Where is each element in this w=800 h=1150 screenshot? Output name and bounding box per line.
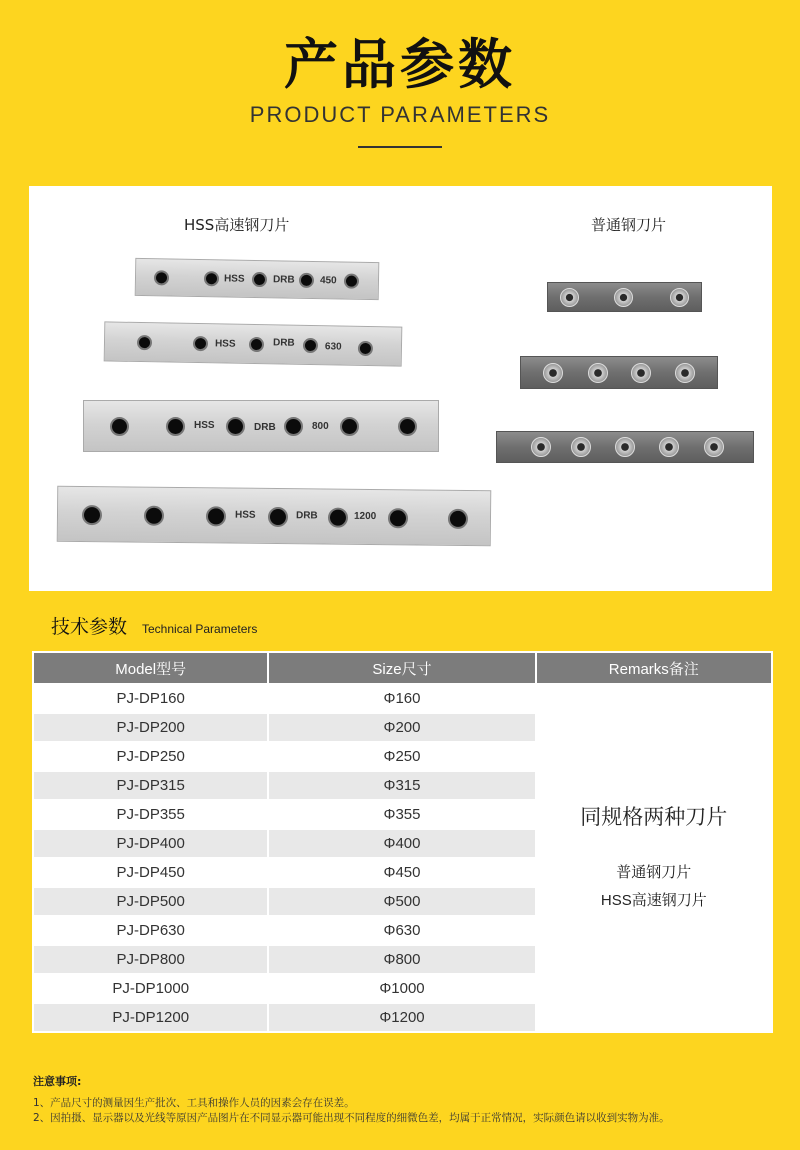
model-cell: PJ-DP160	[33, 684, 268, 713]
blade-hole	[268, 507, 288, 527]
blade-hole	[398, 417, 417, 436]
blade-hole	[204, 271, 219, 286]
blade-hole	[631, 363, 651, 383]
size-cell: Φ630	[268, 916, 535, 945]
blade-mark-hss: HSS	[214, 338, 236, 350]
blade-mark-hss: HSS	[194, 420, 215, 431]
model-cell: PJ-DP400	[33, 829, 268, 858]
size-cell: Φ450	[268, 858, 535, 887]
model-cell: PJ-DP1200	[33, 1003, 268, 1032]
blade-mark-size: 630	[324, 341, 342, 353]
hss-blade-630	[104, 321, 403, 366]
remarks-main: 同规格两种刀片	[580, 806, 728, 829]
model-cell: PJ-DP800	[33, 945, 268, 974]
model-cell: PJ-DP250	[33, 742, 268, 771]
model-cell: PJ-DP630	[33, 916, 268, 945]
blade-hole	[328, 508, 348, 528]
hss-blade-caption: HSS高速钢刀片	[184, 216, 290, 234]
remarks-line-normal: 普通钢刀片	[616, 864, 692, 881]
model-cell: PJ-DP500	[33, 887, 268, 916]
blade-hole	[110, 417, 129, 436]
size-cell: Φ355	[268, 800, 535, 829]
normal-blade-large	[496, 431, 754, 463]
model-cell: PJ-DP200	[33, 713, 268, 742]
blade-hole	[166, 417, 185, 436]
note-item: 2、因拍摄、显示器以及光线等原因产品图片在不同显示器可能出现不同程度的细微色差，均属于正常情况，实际颜色请以收到实物为准。	[33, 1112, 670, 1124]
product-photo-panel	[29, 186, 772, 591]
blade-hole	[358, 341, 373, 356]
blade-hole	[388, 508, 408, 528]
header-model: Model型号	[33, 652, 268, 684]
blade-mark-drb: DRB	[295, 510, 318, 522]
normal-blade-caption: 普通钢刀片	[591, 216, 667, 234]
blade-mark-size: 450	[319, 275, 337, 287]
blade-hole	[154, 270, 169, 285]
blade-hole	[448, 509, 468, 529]
blade-mark-drb: DRB	[272, 274, 295, 286]
blade-mark-drb: DRB	[254, 422, 276, 433]
table-header-row	[33, 652, 772, 684]
blade-hole	[704, 437, 724, 457]
tech-params-title: 技术参数	[51, 616, 128, 638]
model-cell: PJ-DP315	[33, 771, 268, 800]
size-cell: Φ1000	[268, 974, 535, 1003]
table-row	[33, 684, 772, 713]
blade-hole	[659, 437, 679, 457]
params-table	[32, 651, 773, 1033]
blade-hole	[82, 505, 102, 525]
blade-hole	[249, 337, 264, 352]
blade-hole	[193, 336, 208, 351]
size-cell: Φ200	[268, 713, 535, 742]
normal-blade-small	[547, 282, 702, 312]
blade-mark-size: 800	[312, 421, 329, 432]
page-title: 产品参数	[284, 33, 516, 96]
page-subtitle: PRODUCT PARAMETERS	[249, 102, 551, 127]
blade-hole	[615, 437, 635, 457]
blade-hole	[614, 288, 633, 307]
model-cell: PJ-DP1000	[33, 974, 268, 1003]
blade-hole	[284, 417, 303, 436]
note-item: 1、产品尺寸的测量因生产批次、工具和操作人员的因素会存在误差。	[33, 1097, 355, 1109]
blade-hole	[144, 506, 164, 526]
model-cell: PJ-DP355	[33, 800, 268, 829]
blade-mark-hss: HSS	[234, 509, 256, 521]
blade-hole	[252, 272, 267, 287]
blade-hole	[531, 437, 551, 457]
blade-mark-size: 1200	[353, 510, 377, 523]
blade-hole	[340, 417, 359, 436]
blade-hole	[560, 288, 579, 307]
header-remarks: Remarks备注	[536, 652, 772, 684]
blade-mark-drb: DRB	[272, 337, 295, 349]
model-cell: PJ-DP450	[33, 858, 268, 887]
hss-blade-450	[135, 258, 380, 300]
size-cell: Φ315	[268, 771, 535, 800]
notes-title: 注意事项:	[33, 1075, 82, 1088]
blade-hole	[226, 417, 245, 436]
title-divider	[358, 146, 442, 148]
size-cell: Φ800	[268, 945, 535, 974]
size-cell: Φ160	[268, 684, 535, 713]
blade-hole	[675, 363, 695, 383]
remarks-line-hss: HSS高速钢刀片	[600, 892, 707, 909]
blade-hole	[206, 506, 226, 526]
blade-hole	[299, 273, 314, 288]
blade-hole	[670, 288, 689, 307]
blade-hole	[344, 274, 359, 289]
hss-blade-800	[83, 400, 439, 452]
blade-hole	[137, 335, 152, 350]
blade-hole	[588, 363, 608, 383]
blade-hole	[543, 363, 563, 383]
blade-hole	[571, 437, 591, 457]
hss-blade-1200	[57, 486, 492, 547]
header-size: Size尺寸	[268, 652, 535, 684]
size-cell: Φ250	[268, 742, 535, 771]
size-cell: Φ400	[268, 829, 535, 858]
size-cell: Φ500	[268, 887, 535, 916]
normal-blade-medium	[520, 356, 718, 389]
blade-mark-hss: HSS	[223, 273, 245, 285]
tech-params-subtitle: Technical Parameters	[142, 622, 258, 636]
size-cell: Φ1200	[268, 1003, 535, 1032]
blade-hole	[303, 338, 318, 353]
remarks-cell	[536, 684, 772, 1032]
